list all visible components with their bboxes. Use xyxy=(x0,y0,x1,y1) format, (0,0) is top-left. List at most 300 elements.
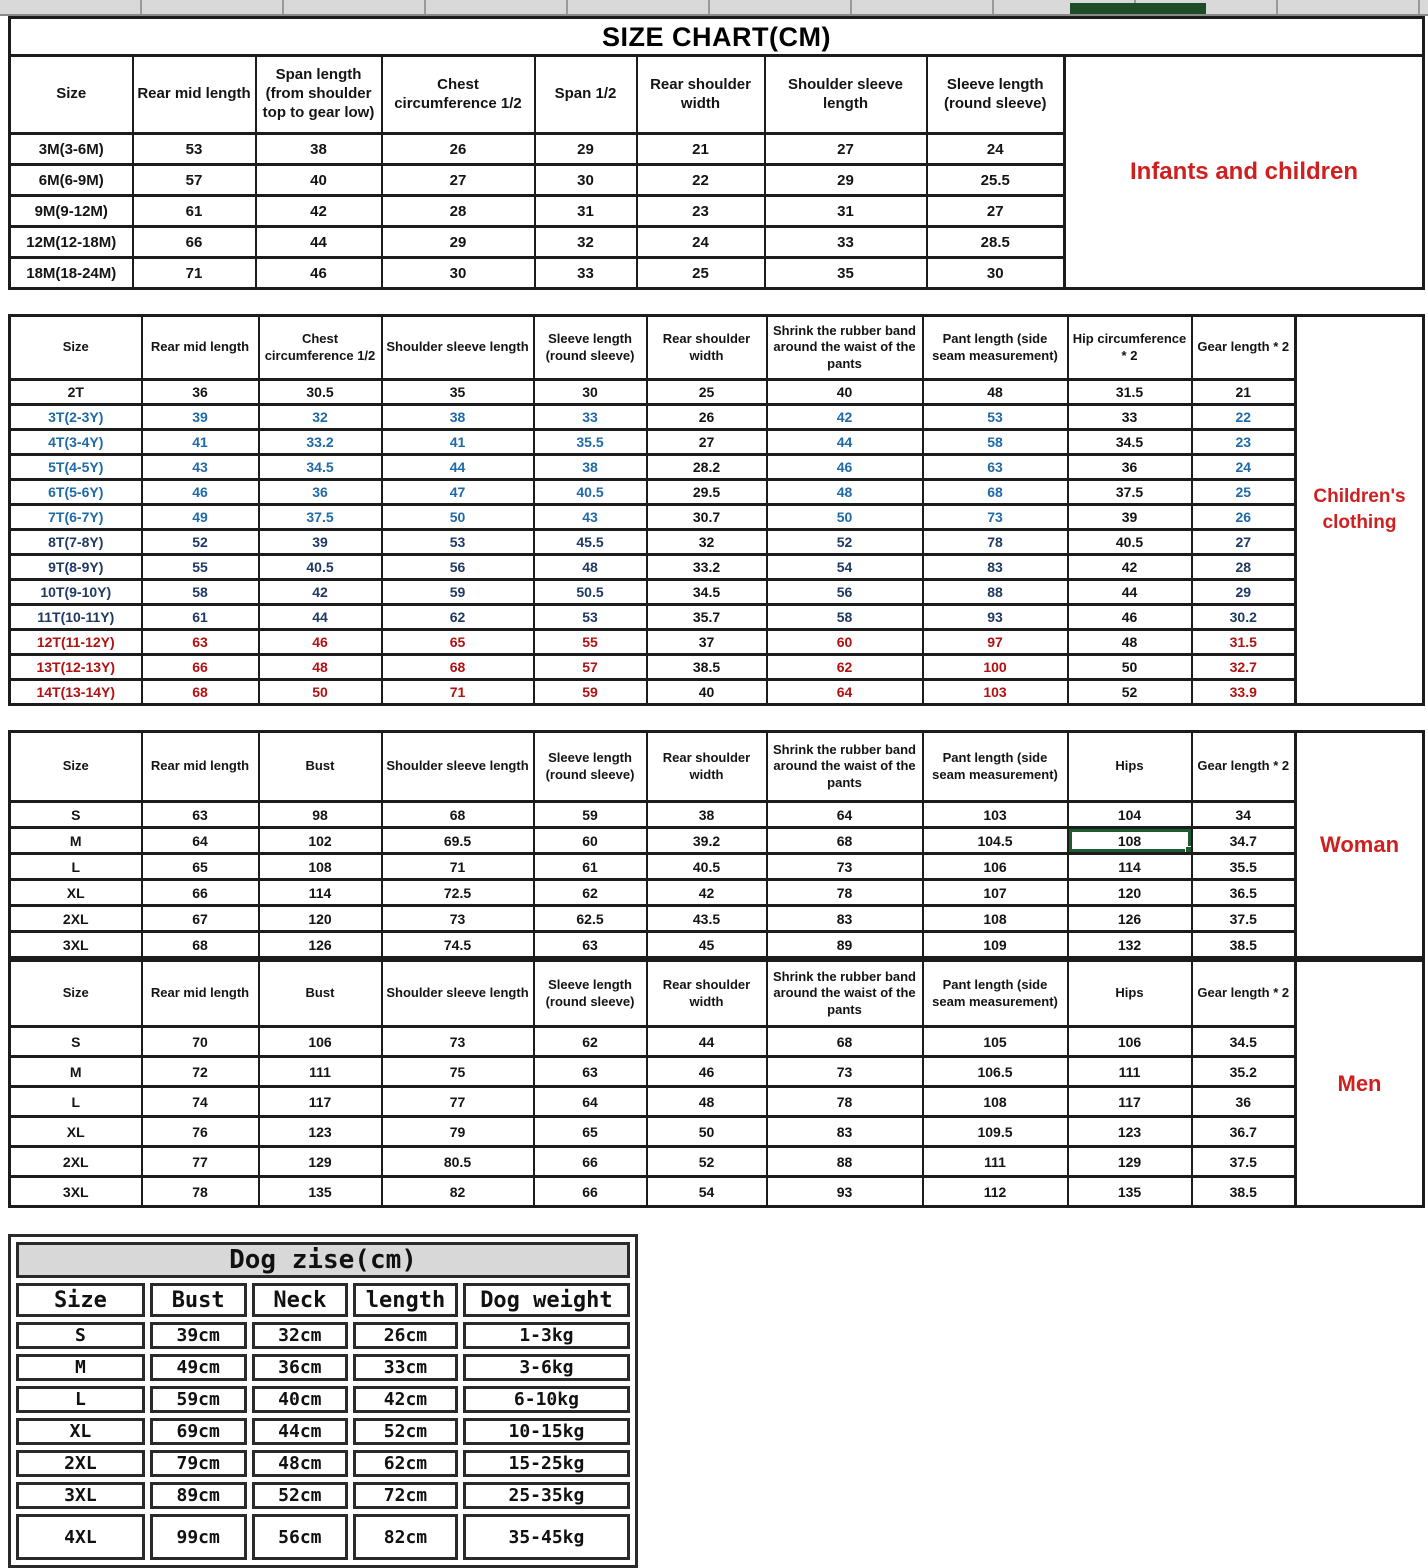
value-cell: 70 xyxy=(142,1027,259,1057)
value-cell: 24 xyxy=(927,134,1065,165)
strip-selection-highlight xyxy=(1070,3,1206,14)
value-cell: 58 xyxy=(142,580,259,605)
column-header: Chest circumference 1/2 xyxy=(259,316,382,380)
value-cell: 71 xyxy=(133,258,256,289)
value-cell: 114 xyxy=(259,880,382,906)
size-cell: M xyxy=(10,1057,142,1087)
men-group-label: Men xyxy=(1295,959,1425,1208)
size-cell: 2XL xyxy=(16,1450,145,1477)
infants-table-header xyxy=(10,56,1065,134)
value-cell: 21 xyxy=(1192,380,1296,405)
table-row xyxy=(10,555,1296,580)
table-row xyxy=(10,1177,1296,1207)
value-cell: 73 xyxy=(767,1057,923,1087)
size-cell: 2XL xyxy=(10,1147,142,1177)
table-row xyxy=(10,1027,1296,1057)
value-cell: 64 xyxy=(534,1087,647,1117)
value-cell: 71 xyxy=(382,680,534,705)
table-row xyxy=(16,1354,630,1381)
size-cell: 8T(7-8Y) xyxy=(10,530,142,555)
table-row xyxy=(10,165,1065,196)
column-header: Hips xyxy=(1068,961,1192,1027)
value-cell: 89 xyxy=(767,932,923,958)
value-cell: 24 xyxy=(637,227,765,258)
value-cell: 50 xyxy=(259,680,382,705)
woman-section xyxy=(8,730,1425,959)
size-cell: 3XL xyxy=(10,1177,142,1207)
value-cell: 44 xyxy=(382,455,534,480)
value-cell: 1-3kg xyxy=(463,1322,630,1349)
value-cell: 38 xyxy=(647,802,767,828)
value-cell: 108 xyxy=(923,1087,1068,1117)
table-row xyxy=(10,630,1296,655)
value-cell: 53 xyxy=(534,605,647,630)
table-row xyxy=(10,605,1296,630)
value-cell: 56 xyxy=(767,580,923,605)
value-cell: 30.5 xyxy=(259,380,382,405)
value-cell: 123 xyxy=(1068,1117,1192,1147)
value-cell: 98 xyxy=(259,802,382,828)
size-cell: S xyxy=(16,1322,145,1349)
size-cell: 3XL xyxy=(16,1482,145,1509)
value-cell: 24 xyxy=(1192,455,1296,480)
children-table-header xyxy=(10,316,1296,380)
value-cell: 57 xyxy=(534,655,647,680)
value-cell: 35.5 xyxy=(534,430,647,455)
table-row xyxy=(10,932,1296,958)
value-cell: 63 xyxy=(534,1057,647,1087)
value-cell: 135 xyxy=(259,1177,382,1207)
value-cell: 52 xyxy=(647,1147,767,1177)
value-cell: 44 xyxy=(1068,580,1192,605)
value-cell: 109 xyxy=(923,932,1068,958)
value-cell: 29 xyxy=(1192,580,1296,605)
value-cell: 38 xyxy=(534,455,647,480)
column-header: Gear length * 2 xyxy=(1192,316,1296,380)
value-cell: 71 xyxy=(382,854,534,880)
column-header: Sleeve length (round sleeve) xyxy=(927,56,1065,134)
page-content xyxy=(0,16,1428,1568)
value-cell: 34.5 xyxy=(1192,1027,1296,1057)
value-cell: 43.5 xyxy=(647,906,767,932)
size-cell: 12M(12-18M) xyxy=(10,227,133,258)
value-cell: 44cm xyxy=(252,1418,349,1445)
value-cell: 40 xyxy=(647,680,767,705)
dog-table-header xyxy=(16,1242,630,1317)
value-cell: 63 xyxy=(534,932,647,958)
value-cell: 117 xyxy=(1068,1087,1192,1117)
value-cell: 120 xyxy=(1068,880,1192,906)
value-cell: 111 xyxy=(1068,1057,1192,1087)
size-cell: 5T(4-5Y) xyxy=(10,455,142,480)
value-cell: 112 xyxy=(923,1177,1068,1207)
value-cell: 42 xyxy=(1068,555,1192,580)
value-cell: 78 xyxy=(142,1177,259,1207)
value-cell: 54 xyxy=(647,1177,767,1207)
value-cell: 69.5 xyxy=(382,828,534,854)
table-row xyxy=(10,1147,1296,1177)
value-cell: 47 xyxy=(382,480,534,505)
value-cell: 36.7 xyxy=(1192,1117,1296,1147)
value-cell: 36 xyxy=(1192,1087,1296,1117)
column-header: Sleeve length (round sleeve) xyxy=(534,961,647,1027)
column-header: Size xyxy=(10,732,142,802)
men-table-header xyxy=(10,961,1296,1027)
value-cell: 38.5 xyxy=(1192,1177,1296,1207)
column-header: Size xyxy=(10,316,142,380)
table-row xyxy=(16,1482,630,1509)
value-cell: 44 xyxy=(259,605,382,630)
value-cell: 40cm xyxy=(252,1386,349,1413)
size-cell: S xyxy=(10,1027,142,1057)
value-cell: 30.2 xyxy=(1192,605,1296,630)
value-cell: 88 xyxy=(923,580,1068,605)
value-cell: 83 xyxy=(923,555,1068,580)
value-cell: 68 xyxy=(767,828,923,854)
table-row xyxy=(10,505,1296,530)
column-header: Neck xyxy=(252,1283,349,1317)
value-cell: 66 xyxy=(534,1147,647,1177)
value-cell: 46 xyxy=(647,1057,767,1087)
value-cell: 50 xyxy=(382,505,534,530)
value-cell: 34.7 xyxy=(1192,828,1296,854)
value-cell: 43 xyxy=(534,505,647,530)
value-cell: 62 xyxy=(767,655,923,680)
size-cell: 9M(9-12M) xyxy=(10,196,133,227)
value-cell: 41 xyxy=(382,430,534,455)
column-header: Pant length (side seam measurement) xyxy=(923,316,1068,380)
value-cell: 28.5 xyxy=(927,227,1065,258)
table-row xyxy=(10,196,1065,227)
column-header: Gear length * 2 xyxy=(1192,732,1296,802)
value-cell: 27 xyxy=(927,196,1065,227)
table-row xyxy=(10,828,1296,854)
column-header: Shrink the rubber band around the waist of the pants xyxy=(767,732,923,802)
value-cell: 40 xyxy=(767,380,923,405)
value-cell: 66 xyxy=(534,1177,647,1207)
value-cell: 61 xyxy=(133,196,256,227)
size-cell: 3M(3-6M) xyxy=(10,134,133,165)
value-cell: 68 xyxy=(382,802,534,828)
column-header: Size xyxy=(16,1283,145,1317)
children-table-body xyxy=(10,380,1296,705)
value-cell: 50 xyxy=(1068,655,1192,680)
size-cell: 2T xyxy=(10,380,142,405)
value-cell: 40.5 xyxy=(534,480,647,505)
page-title: SIZE CHART(CM) xyxy=(8,16,1425,54)
column-header: Rear shoulder width xyxy=(647,961,767,1027)
value-cell: 66 xyxy=(142,655,259,680)
table-row xyxy=(10,880,1296,906)
value-cell: 65 xyxy=(534,1117,647,1147)
value-cell: 38 xyxy=(382,405,534,430)
value-cell: 35 xyxy=(765,258,927,289)
value-cell: 58 xyxy=(767,605,923,630)
value-cell: 63 xyxy=(142,802,259,828)
value-cell: 72cm xyxy=(353,1482,458,1509)
value-cell: 77 xyxy=(382,1087,534,1117)
value-cell: 52 xyxy=(767,530,923,555)
value-cell: 6-10kg xyxy=(463,1386,630,1413)
value-cell: 93 xyxy=(767,1177,923,1207)
value-cell: 44 xyxy=(647,1027,767,1057)
value-cell: 27 xyxy=(382,165,535,196)
value-cell: 72.5 xyxy=(382,880,534,906)
column-header: Pant length (side seam measurement) xyxy=(923,732,1068,802)
column-header: Rear shoulder width xyxy=(637,56,765,134)
size-cell: 2XL xyxy=(10,906,142,932)
table-row xyxy=(10,227,1065,258)
value-cell: 74 xyxy=(142,1087,259,1117)
value-cell: 46 xyxy=(256,258,382,289)
value-cell: 37.5 xyxy=(1192,906,1296,932)
selected-cell: 108 xyxy=(1068,828,1192,854)
value-cell: 33 xyxy=(534,405,647,430)
column-header: Rear mid length xyxy=(142,732,259,802)
value-cell: 126 xyxy=(1068,906,1192,932)
value-cell: 53 xyxy=(133,134,256,165)
value-cell: 29 xyxy=(535,134,637,165)
value-cell: 108 xyxy=(923,906,1068,932)
value-cell: 44 xyxy=(767,430,923,455)
value-cell: 35-45kg xyxy=(463,1514,630,1560)
size-cell: 12T(11-12Y) xyxy=(10,630,142,655)
value-cell: 69cm xyxy=(150,1418,247,1445)
value-cell: 37.5 xyxy=(259,505,382,530)
value-cell: 49 xyxy=(142,505,259,530)
value-cell: 126 xyxy=(259,932,382,958)
value-cell: 56cm xyxy=(252,1514,349,1560)
value-cell: 46 xyxy=(1068,605,1192,630)
children-group-label: Children's clothing xyxy=(1295,314,1425,706)
value-cell: 38 xyxy=(256,134,382,165)
value-cell: 29 xyxy=(765,165,927,196)
value-cell: 106 xyxy=(1068,1027,1192,1057)
value-cell: 103 xyxy=(923,802,1068,828)
infants-group-label: Infants and children xyxy=(1064,54,1425,290)
value-cell: 68 xyxy=(142,932,259,958)
value-cell: 44 xyxy=(256,227,382,258)
value-cell: 27 xyxy=(1192,530,1296,555)
size-cell: L xyxy=(16,1386,145,1413)
value-cell: 30 xyxy=(927,258,1065,289)
dog-size-table xyxy=(8,1234,638,1568)
value-cell: 53 xyxy=(382,530,534,555)
value-cell: 83 xyxy=(767,1117,923,1147)
value-cell: 25 xyxy=(647,380,767,405)
column-header: Bust xyxy=(259,732,382,802)
value-cell: 61 xyxy=(142,605,259,630)
value-cell: 59 xyxy=(382,580,534,605)
value-cell: 73 xyxy=(382,906,534,932)
value-cell: 50 xyxy=(767,505,923,530)
value-cell: 28.2 xyxy=(647,455,767,480)
value-cell: 79 xyxy=(382,1117,534,1147)
value-cell: 42 xyxy=(647,880,767,906)
value-cell: 21 xyxy=(637,134,765,165)
value-cell: 72 xyxy=(142,1057,259,1087)
value-cell: 78 xyxy=(767,1087,923,1117)
size-cell: 7T(6-7Y) xyxy=(10,505,142,530)
value-cell: 46 xyxy=(142,480,259,505)
value-cell: 48 xyxy=(647,1087,767,1117)
value-cell: 62 xyxy=(534,1027,647,1057)
table-row xyxy=(10,906,1296,932)
value-cell: 29 xyxy=(382,227,535,258)
value-cell: 37.5 xyxy=(1068,480,1192,505)
value-cell: 100 xyxy=(923,655,1068,680)
value-cell: 62 xyxy=(382,605,534,630)
value-cell: 27 xyxy=(647,430,767,455)
value-cell: 106 xyxy=(923,854,1068,880)
value-cell: 104.5 xyxy=(923,828,1068,854)
column-header: Shoulder sleeve length xyxy=(382,316,534,380)
infants-table-body xyxy=(10,134,1065,289)
value-cell: 63 xyxy=(923,455,1068,480)
value-cell: 42 xyxy=(256,196,382,227)
value-cell: 102 xyxy=(259,828,382,854)
value-cell: 40.5 xyxy=(259,555,382,580)
men-size-table xyxy=(8,959,1297,1208)
value-cell: 106.5 xyxy=(923,1057,1068,1087)
value-cell: 39 xyxy=(259,530,382,555)
value-cell: 60 xyxy=(534,828,647,854)
woman-group-label: Woman xyxy=(1295,730,1425,959)
value-cell: 97 xyxy=(923,630,1068,655)
value-cell: 26 xyxy=(647,405,767,430)
value-cell: 26 xyxy=(1192,505,1296,530)
value-cell: 83 xyxy=(767,906,923,932)
value-cell: 31.5 xyxy=(1068,380,1192,405)
size-cell: M xyxy=(16,1354,145,1381)
value-cell: 50.5 xyxy=(534,580,647,605)
value-cell: 111 xyxy=(923,1147,1068,1177)
table-row xyxy=(16,1322,630,1349)
value-cell: 23 xyxy=(637,196,765,227)
column-header: Chest circumference 1/2 xyxy=(382,56,535,134)
column-header: Pant length (side seam measurement) xyxy=(923,961,1068,1027)
table-row xyxy=(10,1057,1296,1087)
value-cell: 36cm xyxy=(252,1354,349,1381)
men-table-body xyxy=(10,1027,1296,1207)
value-cell: 33.2 xyxy=(647,555,767,580)
table-row xyxy=(10,258,1065,289)
value-cell: 54 xyxy=(767,555,923,580)
size-cell: 10T(9-10Y) xyxy=(10,580,142,605)
value-cell: 73 xyxy=(382,1027,534,1057)
value-cell: 59cm xyxy=(150,1386,247,1413)
table-row xyxy=(10,455,1296,480)
value-cell: 64 xyxy=(142,828,259,854)
value-cell: 73 xyxy=(767,854,923,880)
value-cell: 26cm xyxy=(353,1322,458,1349)
column-header: Bust xyxy=(150,1283,247,1317)
value-cell: 42cm xyxy=(353,1386,458,1413)
value-cell: 82 xyxy=(382,1177,534,1207)
men-section xyxy=(8,959,1425,1208)
size-cell: XL xyxy=(10,1117,142,1147)
value-cell: 39.2 xyxy=(647,828,767,854)
column-header: Bust xyxy=(259,961,382,1027)
value-cell: 30 xyxy=(535,165,637,196)
size-cell: L xyxy=(10,1087,142,1117)
value-cell: 93 xyxy=(923,605,1068,630)
column-header: Size xyxy=(10,56,133,134)
value-cell: 129 xyxy=(1068,1147,1192,1177)
value-cell: 114 xyxy=(1068,854,1192,880)
value-cell: 52 xyxy=(1068,680,1192,705)
value-cell: 68 xyxy=(382,655,534,680)
value-cell: 78 xyxy=(923,530,1068,555)
value-cell: 33 xyxy=(765,227,927,258)
value-cell: 64 xyxy=(767,802,923,828)
value-cell: 27 xyxy=(765,134,927,165)
column-header: Shoulder sleeve length xyxy=(765,56,927,134)
value-cell: 34 xyxy=(1192,802,1296,828)
value-cell: 50 xyxy=(647,1117,767,1147)
value-cell: 117 xyxy=(259,1087,382,1117)
value-cell: 99cm xyxy=(150,1514,247,1560)
value-cell: 38.5 xyxy=(1192,932,1296,958)
value-cell: 79cm xyxy=(150,1450,247,1477)
value-cell: 64 xyxy=(767,680,923,705)
value-cell: 32 xyxy=(535,227,637,258)
column-header: Shrink the rubber band around the waist of the pants xyxy=(767,961,923,1027)
table-row xyxy=(10,802,1296,828)
value-cell: 61 xyxy=(534,854,647,880)
value-cell: 52 xyxy=(142,530,259,555)
value-cell: 104 xyxy=(1068,802,1192,828)
value-cell: 55 xyxy=(142,555,259,580)
value-cell: 57 xyxy=(133,165,256,196)
spreadsheet-column-strip xyxy=(0,0,1428,16)
value-cell: 88 xyxy=(767,1147,923,1177)
value-cell: 48 xyxy=(259,655,382,680)
value-cell: 129 xyxy=(259,1147,382,1177)
value-cell: 48 xyxy=(1068,630,1192,655)
column-header: length xyxy=(353,1283,458,1317)
value-cell: 33 xyxy=(1068,405,1192,430)
value-cell: 53 xyxy=(923,405,1068,430)
value-cell: 48cm xyxy=(252,1450,349,1477)
value-cell: 107 xyxy=(923,880,1068,906)
woman-table-header xyxy=(10,732,1296,802)
value-cell: 32 xyxy=(647,530,767,555)
value-cell: 62.5 xyxy=(534,906,647,932)
column-header: Shoulder sleeve length xyxy=(382,961,534,1027)
value-cell: 65 xyxy=(382,630,534,655)
size-cell: 4T(3-4Y) xyxy=(10,430,142,455)
column-header: Rear shoulder width xyxy=(647,316,767,380)
value-cell: 31 xyxy=(535,196,637,227)
value-cell: 73 xyxy=(923,505,1068,530)
infants-size-table xyxy=(8,54,1066,290)
value-cell: 35.5 xyxy=(1192,854,1296,880)
table-row xyxy=(10,1117,1296,1147)
table-row xyxy=(10,1087,1296,1117)
dog-table-title: Dog zise(cm) xyxy=(16,1242,630,1278)
dog-table-body xyxy=(16,1322,630,1560)
value-cell: 34.5 xyxy=(259,455,382,480)
value-cell: 30.7 xyxy=(647,505,767,530)
value-cell: 40.5 xyxy=(647,854,767,880)
value-cell: 59 xyxy=(534,802,647,828)
table-row xyxy=(10,480,1296,505)
table-row xyxy=(10,134,1065,165)
value-cell: 103 xyxy=(923,680,1068,705)
value-cell: 35 xyxy=(382,380,534,405)
value-cell: 52cm xyxy=(353,1418,458,1445)
